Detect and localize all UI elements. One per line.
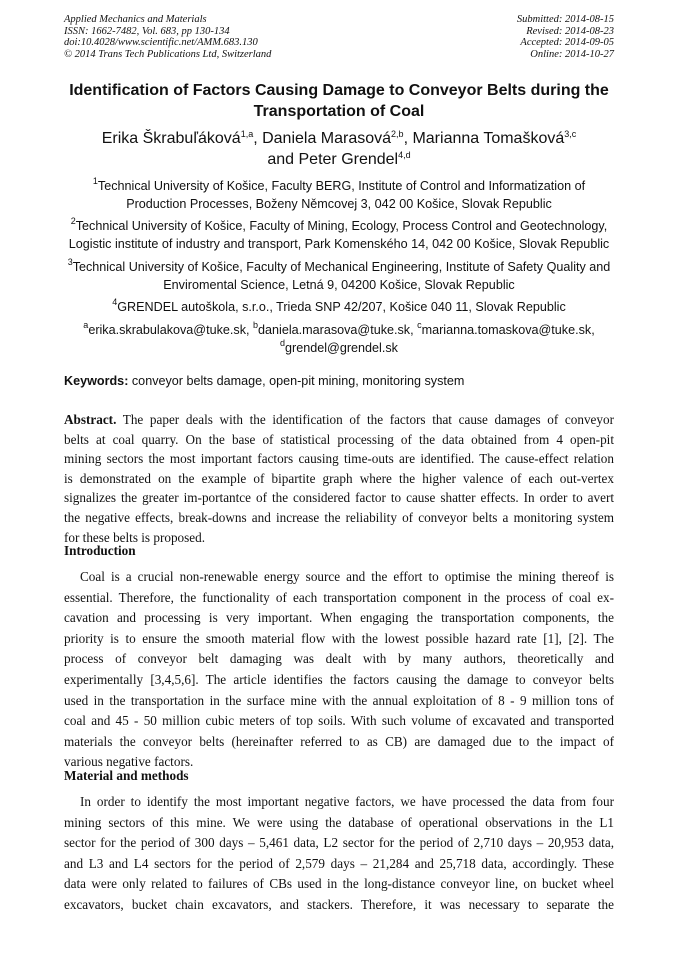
text-line: coal and 45 - 50 million cubic meters of top soils. With such volume of excavated and transported: [64, 713, 614, 729]
abstract-line: [64, 410, 614, 430]
accepted-date: Accepted: 2014-09-05: [520, 37, 614, 49]
aff-line: Production Processes, Boženy Němcovej 3, 042 00 Košice, Slovak Republic: [126, 197, 552, 211]
submitted-date: Submitted: 2014-08-15: [516, 14, 614, 25]
text-line: used in the transportation in the surface mine with the annual exploitation of 8 - 9 million tons of: [64, 692, 614, 708]
affiliation-1: [40, 177, 638, 213]
author-sup: 1,a: [240, 129, 254, 139]
aff-sup: 4: [112, 297, 118, 307]
aff-sup: 1: [92, 176, 98, 186]
email-link[interactable]: grendel@grendel.sk: [285, 341, 398, 355]
revised-date: Revised: 2014-08-23: [526, 25, 614, 37]
abstract-text: The paper deals with the identification of the factors that cause damages of conveyor: [116, 412, 614, 427]
text-line: belts at coal quarry. On the base of statistical processing of the data obtained from 4 open-pit: [64, 431, 614, 447]
text-line: data were only related to failures of CBs used in the long-distance conveyor line, on bucket wheel: [64, 876, 614, 892]
text-line: excavators, bucket chain excavators, and stackers. Therefore, it was necessary to separate the: [64, 896, 614, 912]
affiliation-4: [40, 298, 638, 316]
text-line: mining sectors the most important factors causing time-outs are identified. The cause-effect relation: [64, 451, 614, 467]
email-sup: d: [280, 338, 286, 348]
online-date: Online: 2014-10-27: [530, 48, 614, 60]
text-line: experimentally [3,4,5,6]. The article identifies the factors causing the damage to conveyor belts: [64, 671, 614, 687]
text-line: the negative effects, break-downs and increase the reliability of conveyor belts a monitoring system: [64, 509, 614, 525]
text-line: for these belts is proposed.: [64, 529, 206, 545]
aff-line: Logistic institute of industry and transport, Park Komenského 14, 042 00 Košice, Slovak Republic: [68, 237, 610, 251]
author-name: Daniela Marasová: [262, 130, 392, 147]
journal-name: Applied Mechanics and Materials: [64, 14, 207, 25]
email-link[interactable]: daniela.marasova@tuke.sk,: [258, 323, 418, 337]
text-line: essential. Therefore, the functionality of each transportation component in the process of coal ex-: [64, 589, 614, 605]
abstract: [64, 410, 614, 547]
email-sup: b: [253, 320, 259, 330]
title-line: Transportation of Coal: [253, 103, 425, 120]
author-name: and Peter Grendel: [267, 151, 399, 168]
author-sup: 4,d: [398, 150, 411, 160]
text-line: process of conveyor belt damaging was dealt with by many authors, theoretically and: [64, 651, 614, 667]
separator: ,: [253, 130, 263, 147]
authors-line: [40, 149, 638, 170]
authors-line: [40, 128, 638, 149]
text-line: cavation and processing is very important. When engaging the transportation components, the: [64, 610, 614, 626]
doi: doi:10.4028/www.scientific.net/AMM.683.130: [64, 37, 258, 49]
aff-sup: 2: [70, 216, 76, 226]
email-link[interactable]: marianna.tomaskova@tuke.sk,: [421, 323, 595, 337]
email-sup: a: [83, 320, 89, 330]
text-line: signalizes the greater im-portantce of the considered factor to cause shatter effects. In order to avert: [64, 490, 614, 506]
aff-line: GRENDEL autoškola, s.r.o., Trieda SNP 42/207, Košice 040 11, Slovak Republic: [117, 300, 566, 314]
material-methods-body: [64, 792, 614, 916]
authors: [40, 128, 638, 170]
aff-line: Technical University of Košice, Faculty of Mining, Ecology, Process Control and Geotechnology,: [75, 219, 608, 233]
author-emails: [40, 321, 638, 357]
text-line: and L3 and L4 sectors for the period of 2,579 days – 21,284 and 25,718 data, accordingly. These: [64, 855, 614, 871]
aff-sup: 3: [67, 257, 73, 267]
keywords: [64, 374, 614, 388]
text-line: mining sectors of this mine. We were using the database of operational observations in the L1: [64, 814, 614, 830]
text-line: In order to identify the most important negative factors, we have processed the data from four: [80, 794, 614, 809]
text-line: materials the conveyor belts (hereinafter referred to as CB) are damaged due to the impact of: [64, 733, 614, 749]
text-line: is demonstrated on the example of bipartite graph where the higher valence of each out-vertex: [64, 470, 614, 486]
aff-line: Technical University of Košice, Faculty of Mechanical Engineering, Institute of Safety Quality and: [72, 260, 611, 274]
author-name: Marianna Tomašková: [412, 130, 565, 147]
text-line: Coal is a crucial non-renewable energy source and the effort to optimise the mining thereof is: [80, 569, 614, 584]
section-heading-introduction: Introduction: [64, 543, 136, 558]
email-sup: c: [417, 320, 422, 330]
dates-info: [517, 14, 614, 60]
author-sup: 3,c: [564, 129, 577, 139]
journal-info: [64, 14, 271, 60]
text-line: various negative factors.: [64, 754, 194, 770]
issn: ISSN: 1662-7482, Vol. 683, pp 130-134: [64, 25, 230, 37]
abstract-label: Abstract.: [64, 412, 117, 427]
text-line: sector for the period of 300 days – 5,461 data, L2 sector for the period of 2,710 days – 20,953 data,: [64, 835, 614, 851]
affiliation-3: [40, 258, 638, 294]
aff-line: Enviromental Science, Letná 9, 04200 Košice, Slovak Republic: [163, 278, 515, 292]
introduction-body: [64, 567, 614, 773]
author-sup: 2,b: [391, 129, 404, 139]
affiliation-2: [40, 217, 638, 253]
paper-title: [40, 80, 638, 122]
copyright: © 2014 Trans Tech Publications Ltd, Switzerland: [64, 48, 272, 60]
keywords-label: Keywords:: [64, 374, 129, 388]
section-heading-material-methods: Material and methods: [64, 768, 189, 783]
title-line: Identification of Factors Causing Damage to Conveyor Belts during the: [69, 82, 609, 99]
keywords-text: conveyor belts damage, open-pit mining, monitoring system: [128, 374, 465, 388]
author-name: Erika Škrabuľáková: [101, 130, 241, 147]
separator: ,: [403, 130, 413, 147]
text-line: priority is to ensure the smooth material flow with the lowest possible hazard rate [1], [2]. The: [64, 630, 614, 646]
aff-line: Technical University of Košice, Faculty BERG, Institute of Control and Informatization of: [97, 179, 586, 193]
email-link[interactable]: erika.skrabulakova@tuke.sk,: [88, 323, 253, 337]
